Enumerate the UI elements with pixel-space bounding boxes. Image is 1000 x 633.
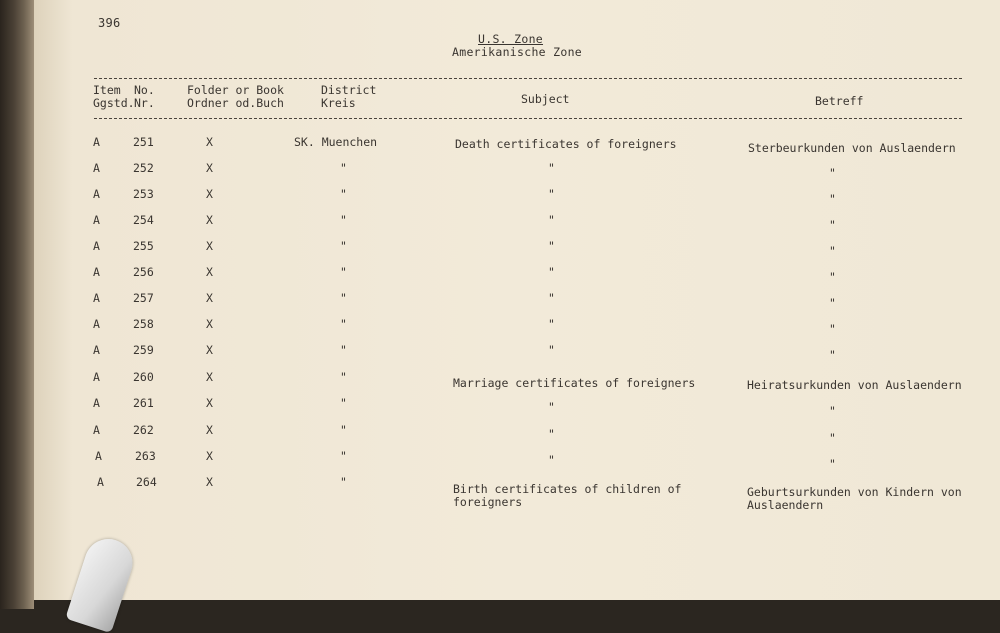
- cell-folder: X: [206, 449, 213, 463]
- cell-folder: X: [206, 291, 213, 305]
- header-betreff: Betreff: [815, 94, 864, 108]
- cell-no: 256: [133, 265, 154, 279]
- cell-folder: X: [206, 239, 213, 253]
- cell-subject: ": [548, 265, 555, 279]
- cell-subject: ": [548, 291, 555, 305]
- cell-subject: ": [548, 400, 555, 414]
- header-item: Item Ggstd.: [93, 83, 135, 110]
- cell-betreff: ": [829, 218, 836, 232]
- table-row: [0, 318, 1000, 344]
- table-row: [0, 397, 1000, 423]
- page-number: 396: [98, 16, 121, 30]
- cell-item: A: [95, 449, 102, 463]
- cell-betreff: Geburtsurkunden von Kindern von Auslaendern: [747, 485, 962, 512]
- cell-subject: ": [548, 343, 555, 357]
- header-subject: Subject: [521, 92, 570, 106]
- cell-betreff: ": [829, 296, 836, 310]
- table-row: [0, 214, 1000, 240]
- cell-item: A: [93, 291, 100, 305]
- cell-folder: X: [206, 317, 213, 331]
- cell-betreff: ": [829, 457, 836, 471]
- cell-betreff: ": [829, 270, 836, 284]
- cell-district: ": [340, 239, 347, 253]
- table-row: [0, 136, 1000, 162]
- table-row: [0, 476, 1000, 516]
- cell-betreff: ": [829, 244, 836, 258]
- cell-item: A: [93, 239, 100, 253]
- header-folder: Folder or Book Ordner od.Buch: [187, 83, 284, 110]
- cell-district: ": [340, 423, 347, 437]
- zone-title-de: Amerikanische Zone: [452, 45, 583, 59]
- cell-no: 263: [135, 449, 156, 463]
- cell-district: ": [340, 213, 347, 227]
- cell-item: A: [93, 343, 100, 357]
- cell-no: 261: [133, 396, 154, 410]
- table-row: [0, 240, 1000, 266]
- cell-no: 251: [133, 135, 154, 149]
- cell-no: 255: [133, 239, 154, 253]
- cell-folder: X: [206, 213, 213, 227]
- cell-no: 252: [133, 161, 154, 175]
- table-row: [0, 450, 1000, 476]
- cell-no: 264: [136, 475, 157, 489]
- cell-no: 259: [133, 343, 154, 357]
- cell-item: A: [93, 265, 100, 279]
- cell-item: A: [93, 370, 100, 384]
- cell-item: A: [93, 423, 100, 437]
- cell-folder: X: [206, 161, 213, 175]
- cell-folder: X: [206, 370, 213, 384]
- zone-title-en: U.S. Zone: [478, 32, 544, 46]
- cell-item: A: [93, 317, 100, 331]
- cell-subject: ": [548, 427, 555, 441]
- cell-betreff: Sterbeurkunden von Auslaendern: [748, 141, 956, 155]
- cell-district: ": [340, 187, 347, 201]
- cell-subject: Death certificates of foreigners: [455, 137, 677, 151]
- table-row: [0, 371, 1000, 397]
- cell-item: A: [97, 475, 104, 489]
- cell-folder: X: [206, 396, 213, 410]
- table-row: [0, 424, 1000, 450]
- cell-district: ": [340, 370, 347, 384]
- cell-subject: ": [548, 161, 555, 175]
- cell-folder: X: [206, 135, 213, 149]
- cell-item: A: [93, 396, 100, 410]
- cell-subject: ": [548, 213, 555, 227]
- header-no: No. Nr.: [134, 83, 155, 110]
- cell-district: ": [340, 265, 347, 279]
- cell-subject: Marriage certificates of foreigners: [453, 376, 696, 390]
- cell-subject: ": [548, 453, 555, 467]
- cell-betreff: ": [829, 192, 836, 206]
- table-row: [0, 266, 1000, 292]
- cell-district: ": [340, 291, 347, 305]
- cell-betreff: ": [829, 166, 836, 180]
- cell-subject: ": [548, 239, 555, 253]
- header-rule-bottom: [94, 118, 962, 119]
- header-district: District Kreis: [321, 83, 377, 110]
- cell-betreff: ": [829, 322, 836, 336]
- cell-item: A: [93, 213, 100, 227]
- cell-folder: X: [206, 343, 213, 357]
- table-row: [0, 292, 1000, 318]
- cell-district: ": [340, 449, 347, 463]
- cell-no: 253: [133, 187, 154, 201]
- cell-subject: ": [548, 187, 555, 201]
- cell-district: ": [340, 343, 347, 357]
- cell-betreff: ": [829, 348, 836, 362]
- cell-district: ": [340, 161, 347, 175]
- cell-item: A: [93, 161, 100, 175]
- cell-item: A: [93, 187, 100, 201]
- cell-betreff: Heiratsurkunden von Auslaendern: [747, 378, 962, 392]
- cell-subject: Birth certificates of children of foreigners: [453, 482, 682, 509]
- cell-folder: X: [206, 187, 213, 201]
- cell-district: ": [340, 475, 347, 489]
- cell-district: ": [340, 396, 347, 410]
- header-rule-top: [94, 78, 962, 79]
- cell-item: A: [93, 135, 100, 149]
- cell-district: SK. Muenchen: [294, 135, 378, 149]
- cell-subject: ": [548, 317, 555, 331]
- cell-folder: X: [206, 423, 213, 437]
- cell-no: 260: [133, 370, 154, 384]
- table-row: [0, 188, 1000, 214]
- cell-no: 254: [133, 213, 154, 227]
- cell-betreff: ": [829, 404, 836, 418]
- table-row: [0, 344, 1000, 370]
- cell-no: 262: [133, 423, 154, 437]
- cell-district: ": [340, 317, 347, 331]
- cell-betreff: ": [829, 431, 836, 445]
- cell-no: 257: [133, 291, 154, 305]
- cell-folder: X: [206, 475, 213, 489]
- cell-folder: X: [206, 265, 213, 279]
- table-row: [0, 162, 1000, 188]
- cell-no: 258: [133, 317, 154, 331]
